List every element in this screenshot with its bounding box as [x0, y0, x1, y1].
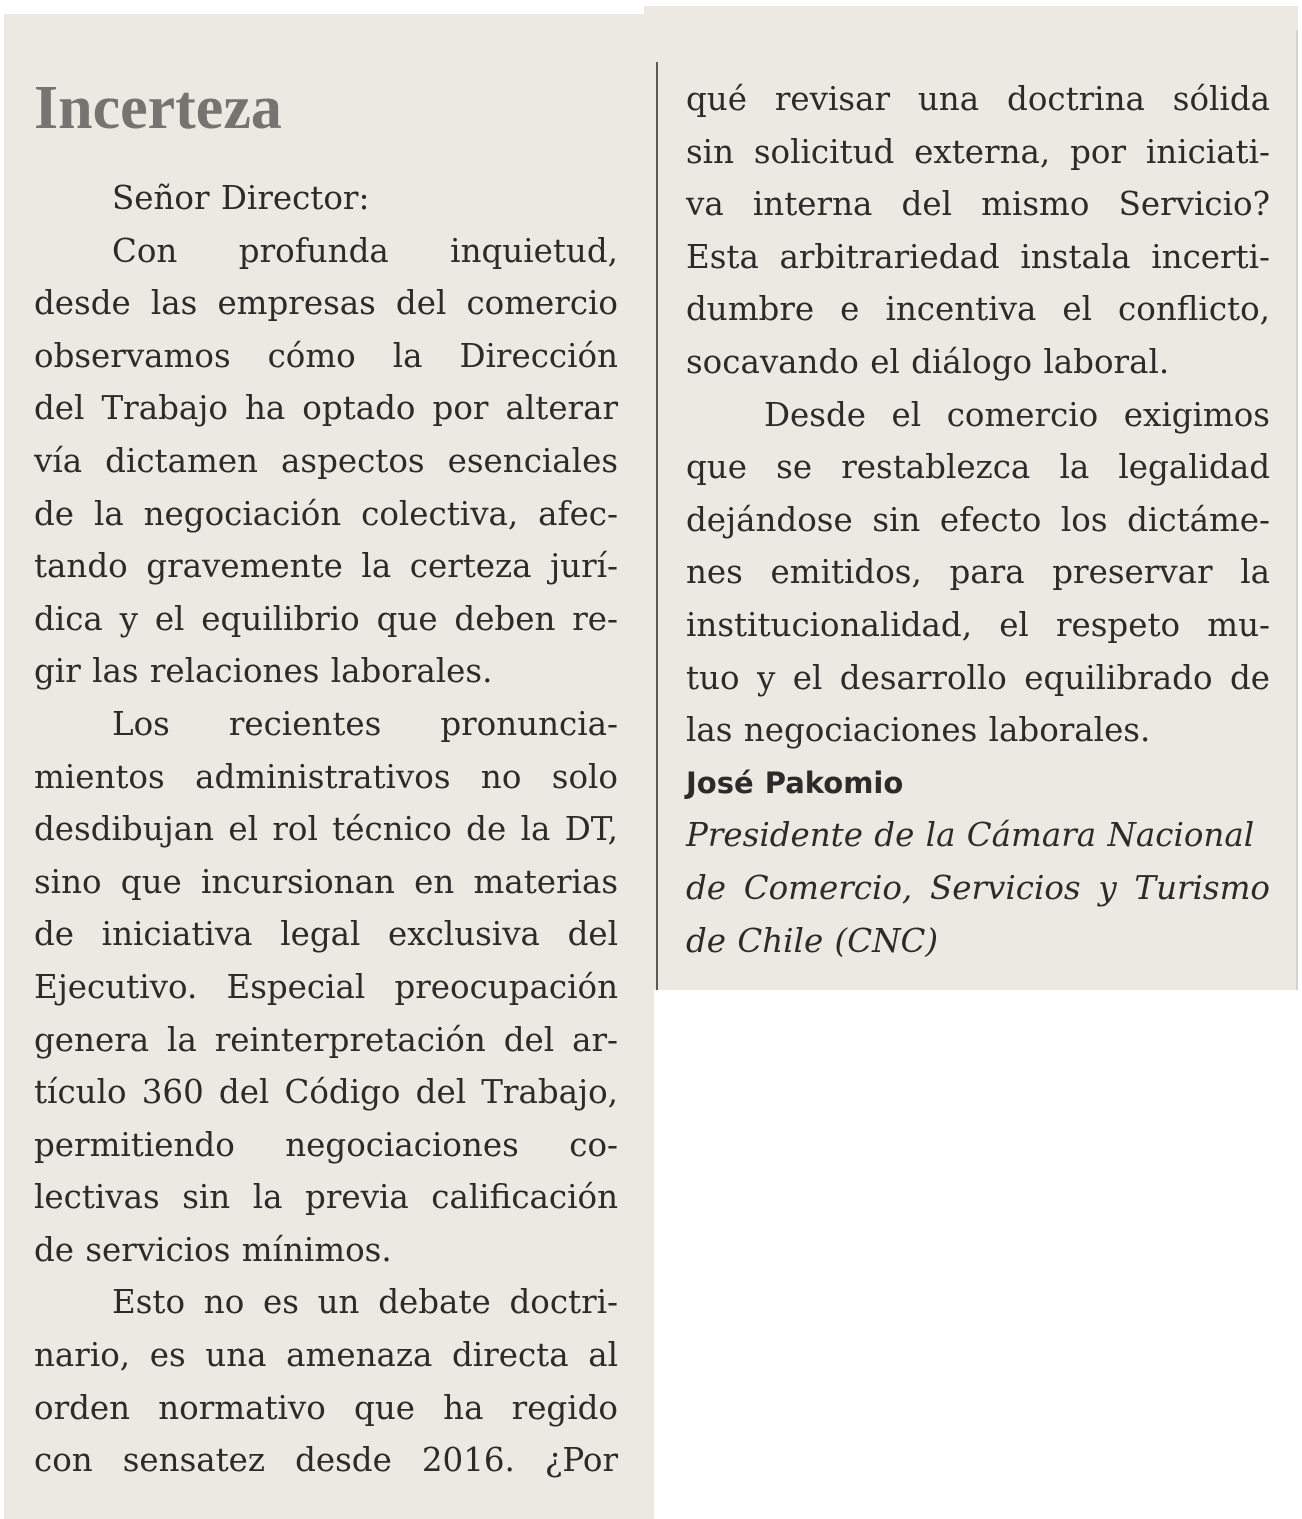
author-role-line: de Chile (CNC)	[686, 921, 939, 960]
text-line: dumbre e incentiva el conflicto,	[686, 290, 1270, 329]
text-line: que se restablezca la legalidad	[686, 448, 1270, 487]
text-line: desde las empresas del comercio	[34, 284, 618, 323]
text-line: desdibujan el rol técnico de la DT,	[34, 810, 618, 849]
right-column-body	[686, 73, 1270, 757]
text-line: Ejecutivo. Especial preocupación	[34, 967, 618, 1006]
text-line: sino que incursionan en materias	[34, 862, 618, 901]
text-line: institucionalidad, el respeto mu-	[686, 605, 1270, 644]
text-line: de iniciativa legal exclusiva del	[34, 915, 618, 954]
text-line: qué revisar una doctrina sólida	[686, 80, 1270, 118]
text-line: dica y el equilibrio que deben re-	[34, 599, 618, 638]
text-line: Con profunda inquietud,	[112, 231, 618, 270]
text-line: nario, es una amenaza directa al	[34, 1336, 618, 1375]
text-line: tando gravemente la certeza jurí-	[34, 547, 618, 586]
text-line: de servicios mínimos.	[34, 1230, 392, 1269]
text-line: Esta arbitrariedad instala incerti-	[686, 237, 1270, 276]
text-line: socavando el diálogo laboral.	[686, 342, 1170, 381]
article-title: Incerteza	[34, 74, 282, 142]
text-line: lectivas sin la previa calificación	[34, 1178, 618, 1217]
text-line: tuo y el desarrollo equilibrado de	[686, 658, 1270, 697]
text-line: tículo 360 del Código del Trabajo,	[34, 1073, 618, 1112]
text-line: de la negociación colectiva, afec-	[34, 494, 618, 533]
text-line: observamos cómo la Dirección	[34, 336, 618, 375]
text-line: nes emitidos, para preservar la	[686, 553, 1270, 592]
clipping-edge	[1296, 30, 1298, 990]
right-column-text	[686, 73, 1270, 967]
text-line: sin solicitud externa, por iniciati-	[686, 132, 1270, 171]
text-line: Desde el comercio exigimos	[764, 395, 1270, 434]
text-line: mientos administrativos no solo	[34, 757, 618, 796]
text-line: vía dictamen aspectos esenciales	[34, 441, 618, 480]
text-line: gir las relaciones laborales.	[34, 652, 493, 691]
text-line: va interna del mismo Servicio?	[686, 185, 1270, 224]
text-line: Señor Director:	[112, 179, 370, 217]
column-divider	[656, 62, 658, 990]
text-line: del Trabajo ha optado por alterar	[34, 389, 618, 428]
text-line: orden normativo que ha regido	[34, 1388, 618, 1427]
text-line: dejándose sin efecto los dictáme-	[686, 500, 1270, 539]
text-line: Esto no es un debate doctri-	[112, 1283, 618, 1322]
text-line: permitiendo negociaciones co-	[34, 1125, 618, 1164]
left-column-text	[34, 172, 618, 1487]
author-name: José Pakomio	[686, 765, 904, 800]
author-role-line: de Comercio, Servicios y Turismo	[686, 868, 1270, 907]
text-line: genera la reinterpretación del ar-	[34, 1020, 618, 1059]
text-line: las negociaciones laborales.	[686, 711, 1151, 750]
text-line: Los recientes pronuncia-	[112, 704, 618, 743]
author-role-line: Presidente de la Cámara Nacional	[686, 816, 1255, 855]
text-line: con sensatez desde 2016. ¿Por	[34, 1441, 618, 1480]
